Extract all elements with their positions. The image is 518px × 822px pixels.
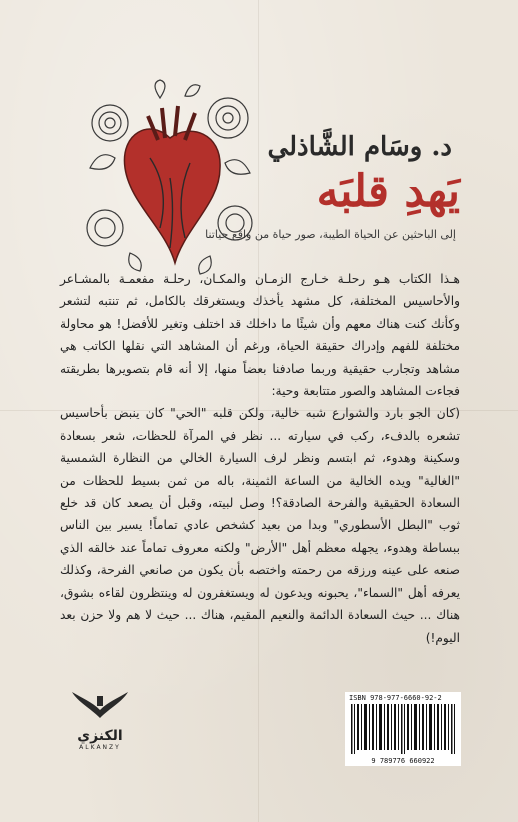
blurb-text: [60, 268, 460, 649]
isbn-label: ISBN 978-977-6660-92-2: [349, 694, 442, 702]
publisher-latin-name: ALKANZY: [79, 744, 121, 751]
blurb-paragraph: (كان الجو بارد والشوارع شبه خالية، ولكن قلبه "الحي" كان ينبض بأحاسيس تشعره بالدفء، ركب في سيارته ... نظر في المرآة للحظات، شعر بسعادة وسكينة وهدوء، ثم ابتسم ونظر لرف السيارة الخالي من النظارة الشمسية "الغالية" ويده الخالية من الساعة الثمينة، باله من ثمن بسيط للحظات من السعادة الحقيقية والفرحة الصادقة؟! وصل لبيته، وقبل أن يصعد كان قد خلع ثوب "البطل الأسطوري" وبدا من بعيد كشخص عادي تماماً! يسير بين الناس ببساطة وهدوء، يجهله معظم أهل "الأرض" ولكنه معروف تماماً عند خالقه الذي صنعه على عينه ورزقه من رحمته واختصه بأن يكون من صانعي الفرحة، وكذلك يعرفه أهل "السماء"، يحبونه ويدعون له ويستغفرون له وينتظرون لقاءه بشوق، هناك ... حيث السعادة الدائمة والنعيم المقيم، هناك ... حيث لا هم ولا حزن بعد اليوم!): [60, 406, 460, 645]
wings-icon: [70, 688, 130, 722]
isbn-barcode: [345, 692, 461, 766]
barcode-bars-icon: [351, 704, 455, 754]
isbn-number: 9 789776 660922: [371, 757, 435, 765]
blurb-paragraph: هـذا الكتاب هـو رحلـة خـارج الزمـان والمكـان، رحلـة مفعمـة بالمشـاعر والأحاسيس المختلفة، كل مشهد يأخذك ويستغرقك بالكامل، ثم تنتبه لتشعر وكأنك كنت هناك معهم وأن شيئًا ما داخلك قد اختلف وتغير للأفضل! هو محاولة مختلفة للفهم وإدراك حقيقة الحياة، ورغم أن المشاهد التي نقلها الكاتب هي مشاهد وتجارب حقيقية وربما صادفنا بعضاً منها، إلا أنه قام بتصويرها بطريقته فجاءت المشاهد والصور متتابعة وحية:: [60, 272, 460, 399]
publisher-logo: [64, 688, 136, 764]
publisher-name: الكنزي: [77, 728, 123, 744]
book-subtitle: إلى الباحثين عن الحياة الطيبة، صور حياة من واقع حياتنا: [205, 228, 456, 241]
author-name: د. وسَام الشَّاذلي: [267, 132, 452, 162]
book-title: يَهدِ قلبَه: [316, 166, 460, 217]
anatomical-heart-illustration: [70, 78, 270, 278]
